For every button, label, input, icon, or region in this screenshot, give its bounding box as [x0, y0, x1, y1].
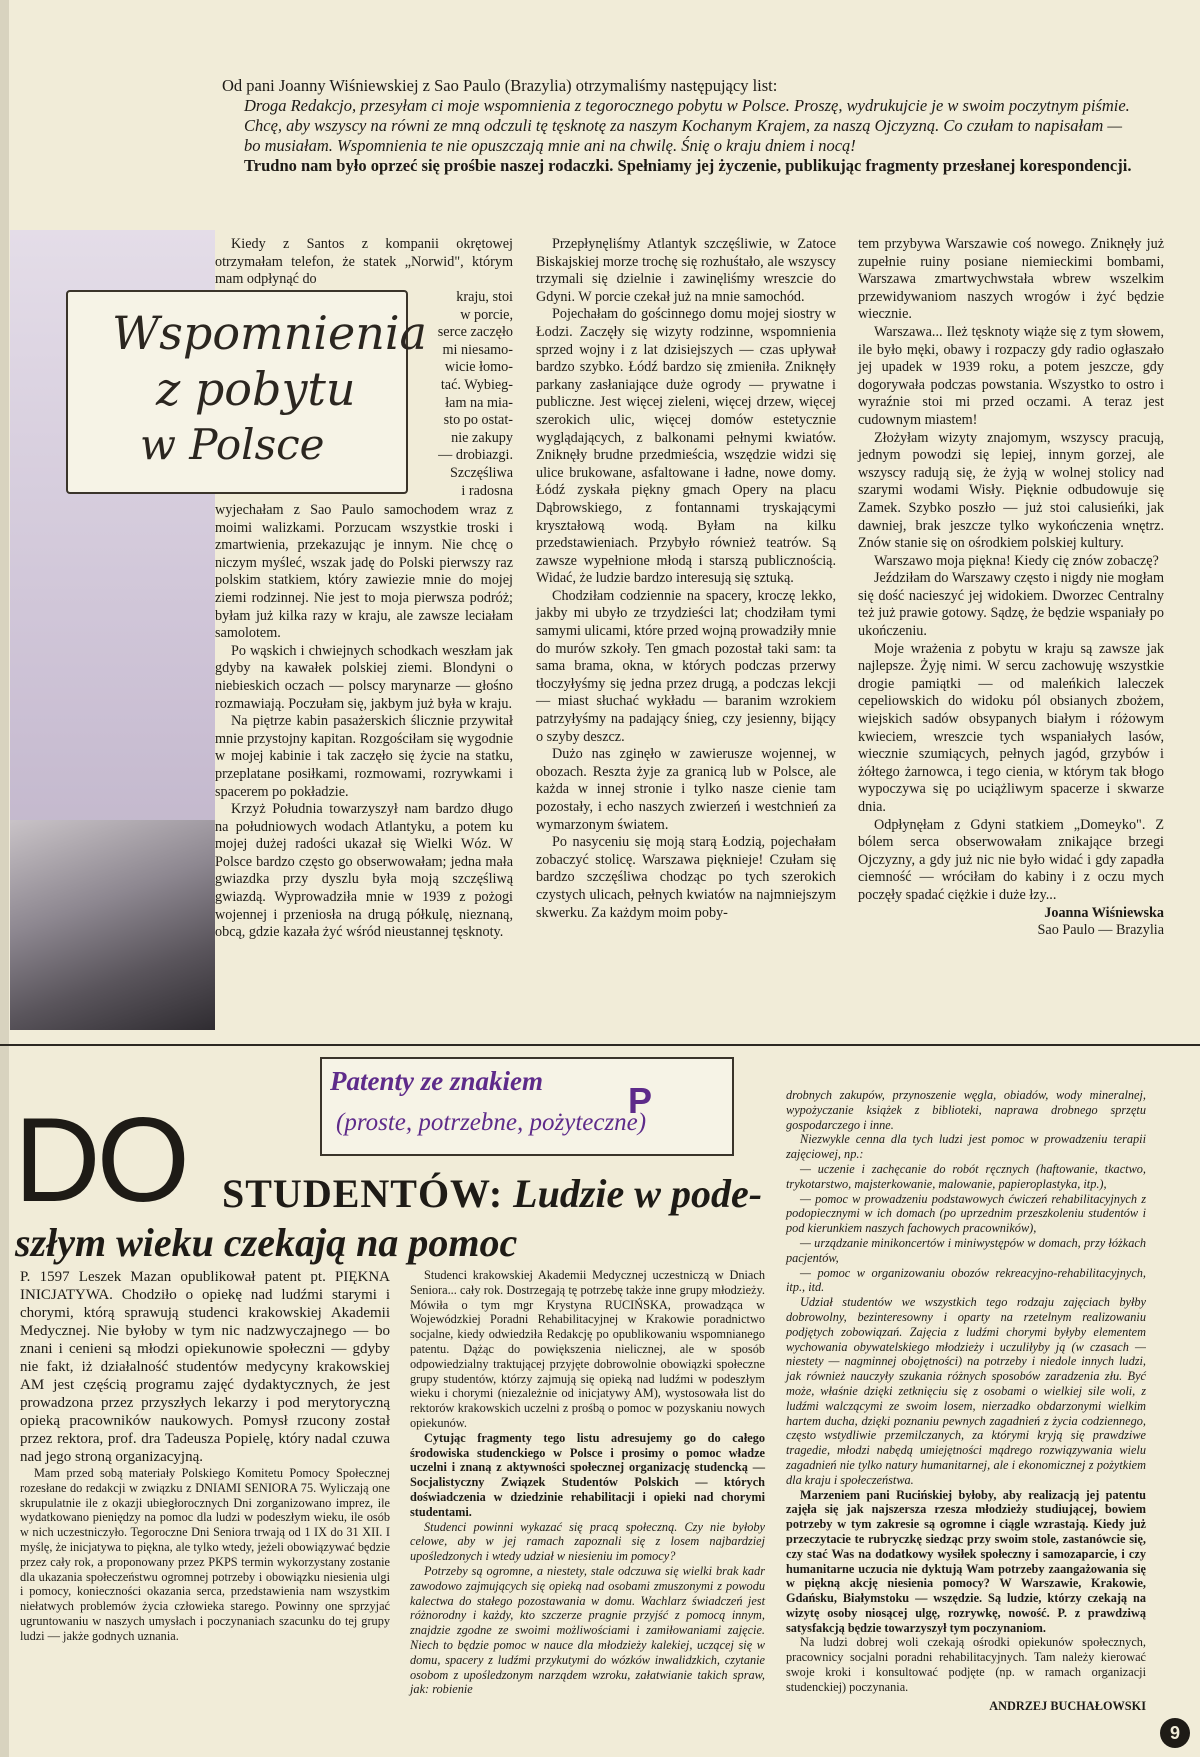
- headline-do: DO: [14, 1093, 186, 1227]
- memoir-wrap-line: i radosna: [461, 482, 513, 499]
- intro-letter: Droga Redakcjo, przesyłam ci moje wspomnienia z tegorocznego pobytu w Polsce. Proszę, wydrukujcie je w swoim poczytnym piśmie. Chcę, aby wszyscy na równi ze mną odczuli tę tęsknotę za naszym Kochanym Krajem, za naszą Ojczyzną. Co czułam to napisałam — bo musiałam. Wspomnienia te nie opuszczają mnie ani na chwilę. Śnię o kraju dniem i nocą!: [244, 96, 1130, 155]
- memoir-column-3: [858, 236, 1164, 940]
- patent-box-letter: P: [628, 1080, 653, 1121]
- patent-paragraph: Studenci powinni wykazać się pracą społeczną. Czy nie byłoby celowe, aby w jej ramach zapoznali się z losem najbardziej upośledzonych i wtedy udział w niesieniu im pomocy?: [410, 1519, 765, 1564]
- patent-paragraph: — pomoc w organizowaniu obozów rekreacyjno-rehabilitacyjnych, itp., itd.: [786, 1265, 1146, 1295]
- patent-paragraph: Niezwykle cenna dla tych ludzi jest pomoc w prowadzeniu terapii zajęciowej, np.:: [786, 1132, 1146, 1162]
- memoir-title-line-3: w Polsce: [140, 420, 325, 469]
- memoir-paragraph: Dużo nas zginęło w zawierusze wojennej, w obozach. Reszta żyje za granicą lub w Polsce, ale każda w innej stronie i tylko nasze cienie tam pozostały, i echo naszych zwierzeń i westchnień za wymarzonym światem.: [536, 746, 836, 833]
- headline-students: [222, 1170, 762, 1218]
- memoir-wrap-line: mi niesamo-: [442, 341, 513, 358]
- patent-paragraph: — uczenie i zachęcanie do robót ręcznych (haftowanie, tkactwo, trykotarstwo, majsterkowanie, malowanie, papieroplastyka, itp.),: [786, 1161, 1146, 1191]
- memoir-paragraph: Pojechałam do gościnnego domu mojej siostry w Łodzi. Zaczęły się wizyty rodzinne, wspomnienia sprzed wojny i z lat dzisiejszych — czas upływał bardzo szybko. Łódź bardzo się zmieniła. Zniknęły parkany zasłaniające duże ogrody — prywatne i publiczne. Jest więcej zieleni, więcej drzew, więcej szerokich ulic, więcej domów estetycznie wyglądających, z balkonami pełnymi kwiatów. Zniknęły brudne przedmieścia, wszędzie widzi się ulice brukowane, asfaltowane i ładne, nowe domy. Łódź zyskała piękny gmach Opery na placu Dąbrowskiego, z fontannami tryskającymi kryształową wodą. Byłam na kilku przedstawieniach. Przybyło również teatrów. Są zawsze wypełnione młodą i starszą publicznością. Widać, że ludzie bardzo interesują się sztuką.: [536, 306, 836, 587]
- memoir-paragraph: Jeździłam do Warszawy często i nigdy nie mogłam się dość nacieszyć jej widokiem. Dworzec Centralny też już prawie gotowy. Sądzę, że będzie wspaniały po ukończeniu.: [858, 570, 1164, 640]
- headline-students-italic: Ludzie w pode-: [513, 1171, 763, 1216]
- memoir-wrap-line: — drobiazgi.: [438, 447, 513, 464]
- patent-paragraph: Cytując fragmenty tego listu adresujemy go do całego środowiska studenckiego w Polsce i prosimy o pomoc władze uczelni i znaną z aktywności społecznej organizację studencką — Socjalistyczny Związek Studentów Polskich — których doświadczenia w dziedzinie rehabilitacji i opieki nad chorymi studentami.: [410, 1430, 765, 1519]
- memoir-paragraph: Odpłynęłam z Gdyni statkiem „Domeyko". Z bólem serca obserwowałam znikające brzegi Ojczyzny, a gdy już nic nie było widać i gdy zapadła ciemność — wróciłam do kabiny i z oczu mych poczęły spadać ciężkie i duże łzy...: [858, 816, 1164, 903]
- patent-paragraph: Udział studentów we wszystkich tego rodzaju zajęciach byłby dobrowolny, bezinteresowny i oparty na rzetelnym realizowaniu podjętych zobowiązań. Zajęcia z ludźmi chorymi byłyby elementem wychowania obywatelskiego młodzieży i uczuliłyby ją (w czasach — niestety — nagminnej obojętności) na potrzeby i niedole innych ludzi, jak również nauczyły szukania różnych sposobów zaradzenia złu. Być może, właśnie dzięki zetknięciu się z osobami o wielkiej sile woli, z ludźmi walczącymi ze swoim losem, nierzadko obdarzonymi wielkim hartem ducha, dzięki poznaniu pewnych zagadnień z życia codziennego, często wstydliwie przemilczanych, za którymi kryją się prawdziwe tragedie, młodzi nabędą umiejętności mądrego rozwiązywania wielu zagadnień nie tylko natury humanitarnej, ale i ekonomicznej z pożytkiem dla kraju i społeczeństwa.: [786, 1295, 1146, 1487]
- memoir-title-line-1: Wspomnienia: [112, 306, 427, 360]
- patent-column-3: [786, 1088, 1146, 1713]
- patent-paragraph: Marzeniem pani Rucińskiej byłoby, aby realizacją jej patentu zajęła się jak najszersza rzesza młodzieży studiującej, bowiem potrzeby w tym zakresie są ogromne i ciągle wzrastają. Kiedy już przeczytacie te rubryczkę siedząc przy swoim stole, zastanówcie się, czy stać Was na dodatkowy wysiłek społeczny i samozaparcie, i czy humanitarne uczucia nie dyktują Wam potrzeby zaangażowania się w piękną akcję niesienia pomocy? W Warszawie, Krakowie, Gdańsku, Białymstoku — wszędzie. Są ludzie, którzy czekają na wizytę osoby niosącej ulgę, rozrywkę, nowość. P. z prawdziwą satysfakcją będzie towarzyszył tym poczynaniom.: [786, 1487, 1146, 1635]
- memoir-wrap-line: tać. Wybieg-: [440, 376, 513, 393]
- memoir-paragraph: Krzyż Południa towarzyszył nam bardzo długo na południowych wodach Atlantyku, a potem ku mojej dużej radości ukazał się Wielki Wóz. W Polsce bardzo często go obserwowałam; jedna mała gwiazdka przy dyszlu była moją szczęśliwą gwiazdą. Wyprowadziła mnie w 1939 z pożogi wojennej i przeniosła na drugą półkulę, nieznaną, obcą, gdzie kazała żyć wśród nieustannej tęsknoty.: [215, 801, 513, 941]
- memoir-paragraph: Przepłynęliśmy Atlantyk szczęśliwie, w Zatoce Biskajskiej morze trochę się rozhuśtało, ale wszyscy trzymali się dzielnie i zawinęliśmy wreszcie do Gdyni. W porcie czekał już na mnie samochód.: [536, 236, 836, 305]
- memoir-paragraph: Po nasyceniu się moją starą Łodzią, pojechałam zobaczyć stolicę. Warszawa pięknieje! Czułam się bardzo szczęśliwa chodząc po tych szerokich czystych ulicach, pełnych kwiatów na najmniejszym skwerku. Za każdym moim poby-: [536, 834, 836, 921]
- memoir-paragraph: Moje wrażenia z pobytu w kraju są zawsze jak najlepsze. Żyję nimi. W sercu zachowuję wszystkie drogie pamiątki — od maleńkich laleczek cepeliowskich do widoku pól obsianych zbożem, wiejskich sadów obsypanych białym i różowym kwieciem, wreszcie tych wspaniałych lasów, wiecznie szumiących, pełnych jagód, grzybów i żółtego żarnowca, i tego cienia, w którym tak błogo wypoczywa się po uciążliwym spacerze i skwarze dnia.: [858, 640, 1164, 815]
- memoir-paragraph: wyjechałam z Sao Paulo samochodem wraz z moimi walizkami. Porzucam wszystkie troski i zmartwienia, przekazując je innym. Nie chcę o niczym myśleć, wszak jadę do Polski pierwszy raz polskim statkiem, który zawiezie mnie do mojej ziemi rodzinnej. Nie jest to moja pierwsza podróż; byłam już kilka razy w kraju, ale zawsze leciałam samolotem.: [215, 502, 513, 642]
- patent-paragraph: — pomoc w prowadzeniu podstawowych ćwiczeń rehabilitacyjnych z podopiecznymi w ich domach (po uprzednim przeszkoleniu studentów i pod kierunkiem naszych fachowych pracowników),: [786, 1191, 1146, 1236]
- memoir-paragraph: Warszawa... Ileż tęsknoty wiąże się z tym słowem, ile było męki, obawy i rozpaczy gdy radio ogłaszało jej upadek w 1939 roku, a potem jeszcze, gdy dogorywała podczas powstania. Wszystko to ostro i wyraźnie stoi mi przed oczami. A teraz jest cudownym miastem!: [858, 323, 1164, 428]
- patent-paragraph: Potrzeby są ogromne, a niestety, stale odczuwa się wielki brak kadr zawodowo zajmujących się opieką nad osobami zmuszonymi z powodu kalectwa do stałego pozostawania w domu. Wachlarz świadczeń jest różnorodny i każdy, kto szczerze pragnie przyjść z pomocą innym, znajdzie zgodne ze swoimi możliwościami i zamiłowaniami zajęcie. Niech to będzie pomoc w nauce dla młodzieży kalekiej, uczącej się w domu, spacery z ludźmi przykutymi do wózków inwalidzkich, czytanie osobom z upośledzonym narządem wzroku, załatwianie takich spraw, jak: robienie: [410, 1563, 765, 1697]
- headline-students-caps: STUDENTÓW:: [222, 1171, 504, 1216]
- patent-paragraph: Studenci krakowskiej Akademii Medycznej uczestniczą w Dniach Seniora... cały rok. Dostrzegają tę potrzebę także inne grupy młodzieży. Mówiła o tym mgr Krystyna RUCIŃSKA, prowadząca w Wojewódzkiej Poradni Rehabilitacyjnej w Krakowie poradnictwo socjalne, kiedy odwiedziła Redakcję po opublikowaniu wspomnianego patentu. Dążąc do powiększenia nielicznej, ale w sposób odpowiedzialny traktującej przyjęte dobrowolnie obowiązki społeczne grupy studentów, którzy zajmują się opieką nad ludźmi w podeszłym wieku i chorymi (niezależnie od inicjatywy AM), wystosowała list do rektorów krakowskich uczelni z prośbą o pomoc w pozyskaniu nowych opiekunów.: [410, 1268, 765, 1430]
- section-divider: [0, 1044, 1200, 1046]
- patent-paragraph: drobnych zakupów, przynoszenie węgla, obiadów, wody mineralnej, wypożyczanie książek z biblioteki, naprawa drobnego sprzętu gospodarczego i inne.: [786, 1088, 1146, 1132]
- memoir-wrap-line: w porcie,: [460, 306, 513, 323]
- patent-paragraph: — urządzanie minikoncertów i miniwystępów w domach, przy łóżkach pacjentów,: [786, 1235, 1146, 1265]
- memoir-paragraph: Na piętrze kabin pasażerskich ślicznie przywitał mnie przystojny kapitan. Rozgościłam się wygodnie w mojej kabinie i tak zaczęło się życie na statku, przeplatane posiłkami, rozmowami, rozrywkami i spacerem po pokładzie.: [215, 713, 513, 800]
- memoir-paragraph: Złożyłam wizyty znajomym, wszyscy pracują, jednym powodzi się lepiej, innym gorzej, ale wszyscy radują się, że żyją w wolnej stolicy nad szarymi wodami Wisły. Pięknie odbudowuje się Zamek. Szybko poszło — już stoi calusieńki, jak dawniej, brak jeszcze tylko wykończenia wnętrz. Znów stanie się on ośrodkiem polskiej kultury.: [858, 429, 1164, 552]
- patent-box-title: Patenty ze znakiem: [330, 1066, 543, 1096]
- memoir-wrap-line: wicie łomo-: [444, 359, 513, 376]
- warsaw-street-photo: [10, 820, 215, 1030]
- patent-column-1: [20, 1268, 390, 1644]
- memoir-title-line-2: z pobytu: [156, 362, 356, 416]
- memoir-wrap-line: nie zakupy: [451, 429, 513, 446]
- memoir-paragraph: tem przybywa Warszawie coś nowego. Zniknęły już zupełnie ruiny posiane niemieckimi bombami, Warszawa zmartwychwstała wbrew wszelkim przewidywaniom naszych wrogów i żyć będzie wiecznie.: [858, 236, 1164, 323]
- patent-paragraph: Mam przed sobą materiały Polskiego Komitetu Pomocy Społecznej rozesłane do redakcji w związku z DNIAMI SENIORA 75. Wyliczają one skrupulatnie ile z okazji ubiegłorocznych Dni zorganizowano imprez, ile wydatkowano pieniędzy na pomoc dla ludzi w podeszłym wieku, ile osób w nich uczestniczyło. Tegoroczne Dni Seniora trwają od 1 IX do 31 XII. I myślę, że inicjatywa to piękna, ale tylko wtedy, jeżeli obowiązywać będzie przez cały rok, a proponowany przez PKPS termin wykorzystany zostanie dla ukazania społeczeństwu ogromnej potrzeby i obowiązku niesienia ulgi i pomocy, konieczności okazania serca, przedstawienia nam wszystkim niełatwych problemów życia człowieka starego. Powinny one sprzyjać ugruntowaniu w naszych umysłach i poczynaniach szacunku do tej grupy ludzi — jakże godnych uznania.: [20, 1466, 390, 1643]
- memoir-signature-place: Sao Paulo — Brazylia: [1037, 922, 1164, 939]
- memoir-paragraph: Po wąskich i chwiejnych schodkach weszłam jak gdyby na kawałek polskiej ziemi. Blondyni o niebieskich oczach — polscy marynarze — głośno rozmawiają. Poczułam się, jakbym już była w kraju.: [215, 642, 513, 712]
- page-margin-strip: [0, 0, 9, 1757]
- patent-paragraph: P. 1597 Leszek Mazan opublikował patent pt. PIĘKNA INICJATYWA. Chodziło o opiekę nad ludźmi starymi i chorymi, którą sprawują studenci krakowskiej Akademii Medycznej. Nie byłoby w tym nic nadzwyczajnego — bo znani i cenieni są młodzi opiekunowie społeczni — gdyby nie fakt, iż działalność studentów medycyny krakowskiej AM jest częścią programu zajęć dydaktycznych, że jest prowadzona przez przyszłych lekarzy i pod merytoryczną opieką pracowników naukowych. Pomysł rzucony został przez rektora, prof. dra Tadeusza Popielę, który nadal czuwa nad jego stroną organizacyjną.: [20, 1269, 390, 1465]
- memoir-column-1-top: [215, 236, 513, 289]
- memoir-column-1: [215, 502, 513, 942]
- patent-column-2: [410, 1268, 765, 1697]
- patent-signature: ANDRZEJ BUCHAŁOWSKI: [989, 1698, 1146, 1713]
- intro-block: [222, 76, 1142, 176]
- memoir-column-2: [536, 236, 836, 922]
- intro-editor-note: Trudno nam było oprzeć się prośbie naszej rodaczki. Spełniamy jej życzenie, publikując fragmenty przesłanej korespondencji.: [244, 156, 1132, 175]
- page-number: 9: [1160, 1718, 1190, 1748]
- memoir-column-1-wrap: [412, 289, 513, 500]
- memoir-wrap-line: kraju, stoi: [456, 289, 513, 305]
- memoir-paragraph: Chodziłam codziennie na spacery, kroczę lekko, jakby mi ubyło ze trzydzieści lat; chodziłam tymi samymi ulicami, które przed wojną prowadziły mnie do murów szkoły. Ten gmach pozostał taki sam: ta sama brama, okna, w których podczas przerwy tłoczyłyśmy się jedna przez drugą, a podczas lekcji — miast słuchać wykładu — baranim wzrokiem patrzyłyśmy na padający śnieg, czy jesienny, bijący o szyby deszcz.: [536, 587, 836, 745]
- headline-line-2: szłym wieku czekają na pomoc: [15, 1220, 518, 1265]
- memoir-signature: Joanna Wiśniewska: [1044, 904, 1164, 921]
- memoir-wrap-line: łam na mia-: [445, 394, 513, 411]
- memoir-wrap-line: sto po ostat-: [443, 412, 513, 429]
- intro-lead: Od pani Joanny Wiśniewskiej z Sao Paulo (Brazylia) otrzymaliśmy następujący list:: [222, 76, 778, 95]
- memoir-col1-opening: Kiedy z Santos z kompanii okrętowej otrzymałam telefon, że statek „Norwid", którym mam odpłynąć do: [215, 236, 513, 288]
- memoir-wrap-line: Szczęśliwa: [449, 464, 513, 481]
- patent-box-subtitle: (proste, potrzebne, pożyteczne): [336, 1109, 647, 1136]
- memoir-paragraph: Warszawo moja piękna! Kiedy cię znów zobaczę?: [874, 552, 1159, 569]
- patent-paragraph: Na ludzi dobrej woli czekają ośrodki opiekunów społecznych, pracownicy socjalni poradni rehabilitacyjnych. Tam należy kierować swoje kroki i konsultować podjęte (np. w ramach organizacji studenckiej) poczynania.: [786, 1635, 1146, 1694]
- memoir-title-box: [66, 290, 427, 494]
- memoir-wrap-line: serce zaczęło: [437, 324, 513, 341]
